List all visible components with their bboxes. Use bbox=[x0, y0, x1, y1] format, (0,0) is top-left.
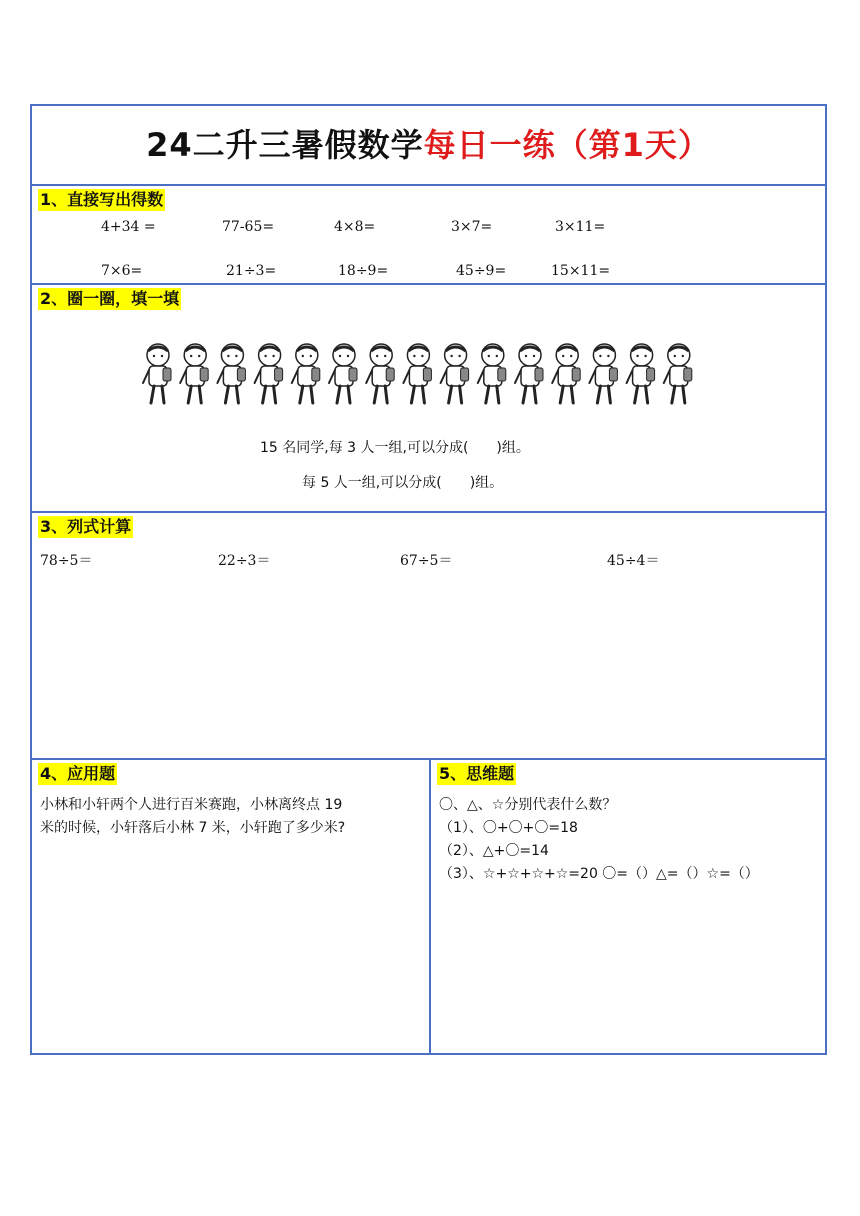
student-figure bbox=[292, 344, 320, 403]
students-illustration bbox=[140, 335, 700, 411]
section-heading: 3、列式计算 bbox=[40, 517, 132, 536]
section-heading: 2、圈一圈，填一填 bbox=[40, 289, 180, 308]
problem: 45÷4＝ bbox=[607, 553, 660, 569]
thinking-line: （1）、〇+〇+〇=18 bbox=[439, 820, 578, 836]
problem: 22÷3＝ bbox=[218, 553, 271, 569]
problem: 15×11= bbox=[551, 263, 611, 279]
problem: 18÷9= bbox=[338, 263, 389, 279]
problem: 7×6= bbox=[101, 263, 143, 279]
student-figure bbox=[589, 344, 617, 403]
student-figure bbox=[217, 344, 245, 403]
question-line: 15 名同学,每 3 人一组,可以分成( )组。 bbox=[260, 440, 530, 456]
section-column-calc bbox=[32, 513, 825, 760]
problem: 3×11= bbox=[555, 219, 606, 235]
section-word-problems bbox=[32, 760, 825, 1053]
student-figure bbox=[329, 344, 357, 403]
student-figure bbox=[441, 344, 469, 403]
problem: 21÷3= bbox=[226, 263, 277, 279]
student-figure bbox=[180, 344, 208, 403]
section-heading: 4、应用题 bbox=[40, 764, 116, 783]
problem: 4+34 = bbox=[101, 219, 156, 235]
student-figure bbox=[403, 344, 431, 403]
problem: 78÷5＝ bbox=[40, 553, 93, 569]
section-mental-math bbox=[32, 186, 825, 285]
section-heading: 5、思维题 bbox=[439, 764, 515, 783]
section-heading: 1、直接写出得数 bbox=[40, 190, 164, 209]
problem: 3×7= bbox=[451, 219, 493, 235]
problem: 67÷5＝ bbox=[400, 553, 453, 569]
page-title bbox=[32, 120, 825, 166]
problem: 4×8= bbox=[334, 219, 376, 235]
student-figure bbox=[627, 344, 655, 403]
word-problem bbox=[40, 794, 420, 840]
title-row bbox=[32, 106, 825, 186]
word-problem-line: 米的时候，小轩落后小林 7 米，小轩跑了多少米? bbox=[40, 820, 346, 836]
thinking-problem bbox=[439, 794, 824, 886]
title-main: 24二升三暑假数学 bbox=[146, 126, 424, 164]
student-figure bbox=[478, 344, 506, 403]
word-problem-line: 小林和小轩两个人进行百米赛跑，小林离终点 19 bbox=[40, 797, 343, 813]
problem: 45÷9= bbox=[456, 263, 507, 279]
thinking-line: （3）、☆+☆+☆+☆=20 〇=（）△=（）☆=（） bbox=[439, 866, 759, 882]
student-figure bbox=[366, 344, 394, 403]
thinking-line: （2）、△+〇=14 bbox=[439, 843, 549, 859]
problem: 77-65= bbox=[222, 219, 275, 235]
student-figure bbox=[664, 344, 692, 403]
thinking-line: 〇、△、☆分别代表什么数？ bbox=[439, 797, 617, 813]
student-figure bbox=[143, 344, 171, 403]
student-figure bbox=[515, 344, 543, 403]
title-highlight: 每日一练（第1天） bbox=[423, 126, 711, 164]
student-figure bbox=[255, 344, 283, 403]
student-figure bbox=[552, 344, 580, 403]
section-circle-fill bbox=[32, 285, 825, 513]
question-line: 每 5 人一组,可以分成( )组。 bbox=[302, 475, 504, 491]
worksheet bbox=[30, 104, 827, 1055]
column-divider bbox=[429, 760, 431, 1053]
